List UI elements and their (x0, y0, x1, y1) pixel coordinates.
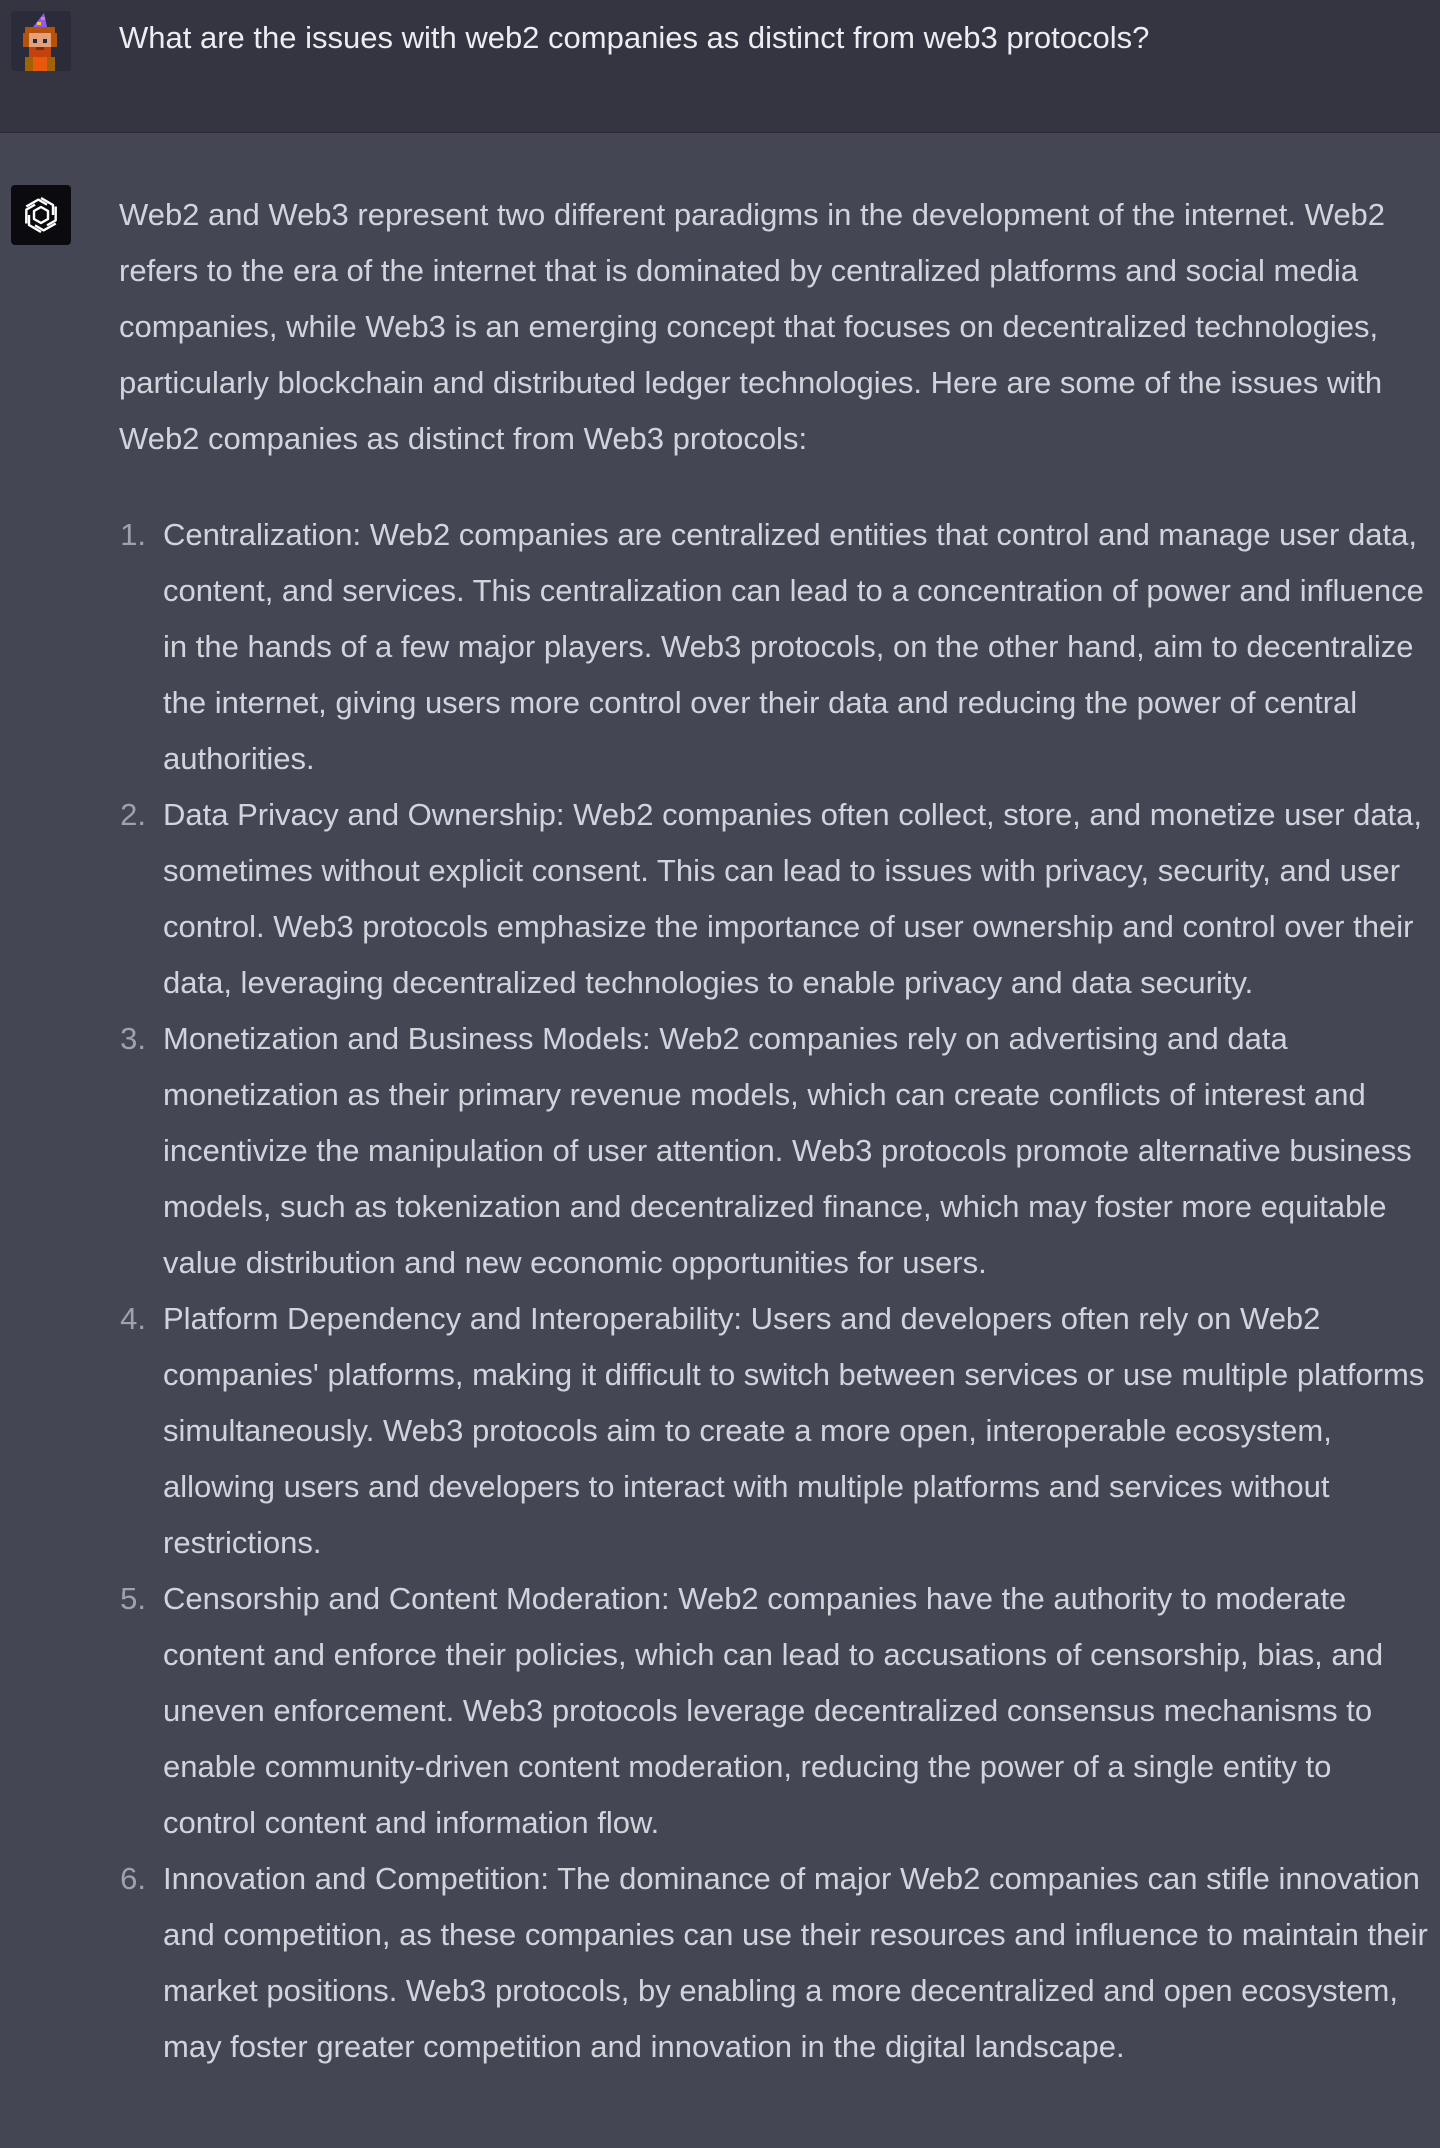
user-avatar-icon (11, 11, 71, 71)
list-item-text: Monetization and Business Models: Web2 companies rely on advertising and data monetization as their primary revenue models, which can create conflicts of interest and incentivize the manipulation of user attention. Web3 protocols promote alternative business models, such as tokenization and decentralized finance, which may foster more equitable value distribution and new economic opportunities for users. (163, 1021, 1412, 1280)
list-item (119, 1011, 1428, 1291)
list-item-number: 3. (120, 1021, 146, 1056)
assistant-response (119, 187, 1428, 2075)
assistant-message (0, 133, 1440, 2148)
list-item-number: 5. (120, 1581, 146, 1616)
list-item-text: Centralization: Web2 companies are centralized entities that control and manage user data, content, and services. This centralization can lead to a concentration of power and influence in the hands of a few major players. Web3 protocols, on the other hand, aim to decentralize the internet, giving users more control over their data and reducing the power of central authorities. (163, 517, 1424, 776)
response-intro: Web2 and Web3 represent two different paradigms in the development of the internet. Web2 refers to the era of the internet that is dominated by centralized platforms and social media companies, while Web3 is an emerging concept that focuses on decentralized technologies, particularly blockchain and distributed ledger technologies. Here are some of the issues with Web2 companies as distinct from Web3 protocols: (119, 197, 1386, 456)
user-message-text: What are the issues with web2 companies as distinct from web3 protocols? (119, 20, 1150, 55)
issues-list (119, 507, 1428, 2075)
list-item (119, 507, 1428, 787)
user-message (0, 0, 1440, 133)
list-item-number: 1. (120, 517, 146, 552)
list-item-number: 4. (120, 1301, 146, 1336)
list-item-text: Innovation and Competition: The dominance of major Web2 companies can stifle innovation and competition, as these companies can use their resources and influence to maintain their market positions. Web3 protocols, by enabling a more decentralized and open ecosystem, may foster greater competition and innovation in the digital landscape. (163, 1861, 1428, 2064)
list-item-number: 2. (120, 797, 146, 832)
list-item-text: Platform Dependency and Interoperability: Users and developers often rely on Web2 companies' platforms, making it difficult to switch between services or use multiple platforms simultaneously. Web3 protocols aim to create a more open, interoperable ecosystem, allowing users and developers to interact with multiple platforms and services without restrictions. (163, 1301, 1425, 1560)
list-item (119, 1291, 1428, 1571)
list-item-number: 6. (120, 1861, 146, 1896)
list-item (119, 1851, 1428, 2075)
list-item-text: Censorship and Content Moderation: Web2 companies have the authority to moderate content and enforce their policies, which can lead to accusations of censorship, bias, and uneven enforcement. Web3 protocols leverage decentralized consensus mechanisms to enable community-driven content moderation, reducing the power of a single entity to control content and information flow. (163, 1581, 1384, 1840)
list-item (119, 787, 1428, 1011)
list-item-text: Data Privacy and Ownership: Web2 companies often collect, store, and monetize user data, sometimes without explicit consent. This can lead to issues with privacy, security, and user control. Web3 protocols emphasize the importance of user ownership and control over their data, leveraging decentralized technologies to enable privacy and data security. (163, 797, 1423, 1000)
list-item (119, 1571, 1428, 1851)
openai-logo-icon (11, 185, 71, 245)
